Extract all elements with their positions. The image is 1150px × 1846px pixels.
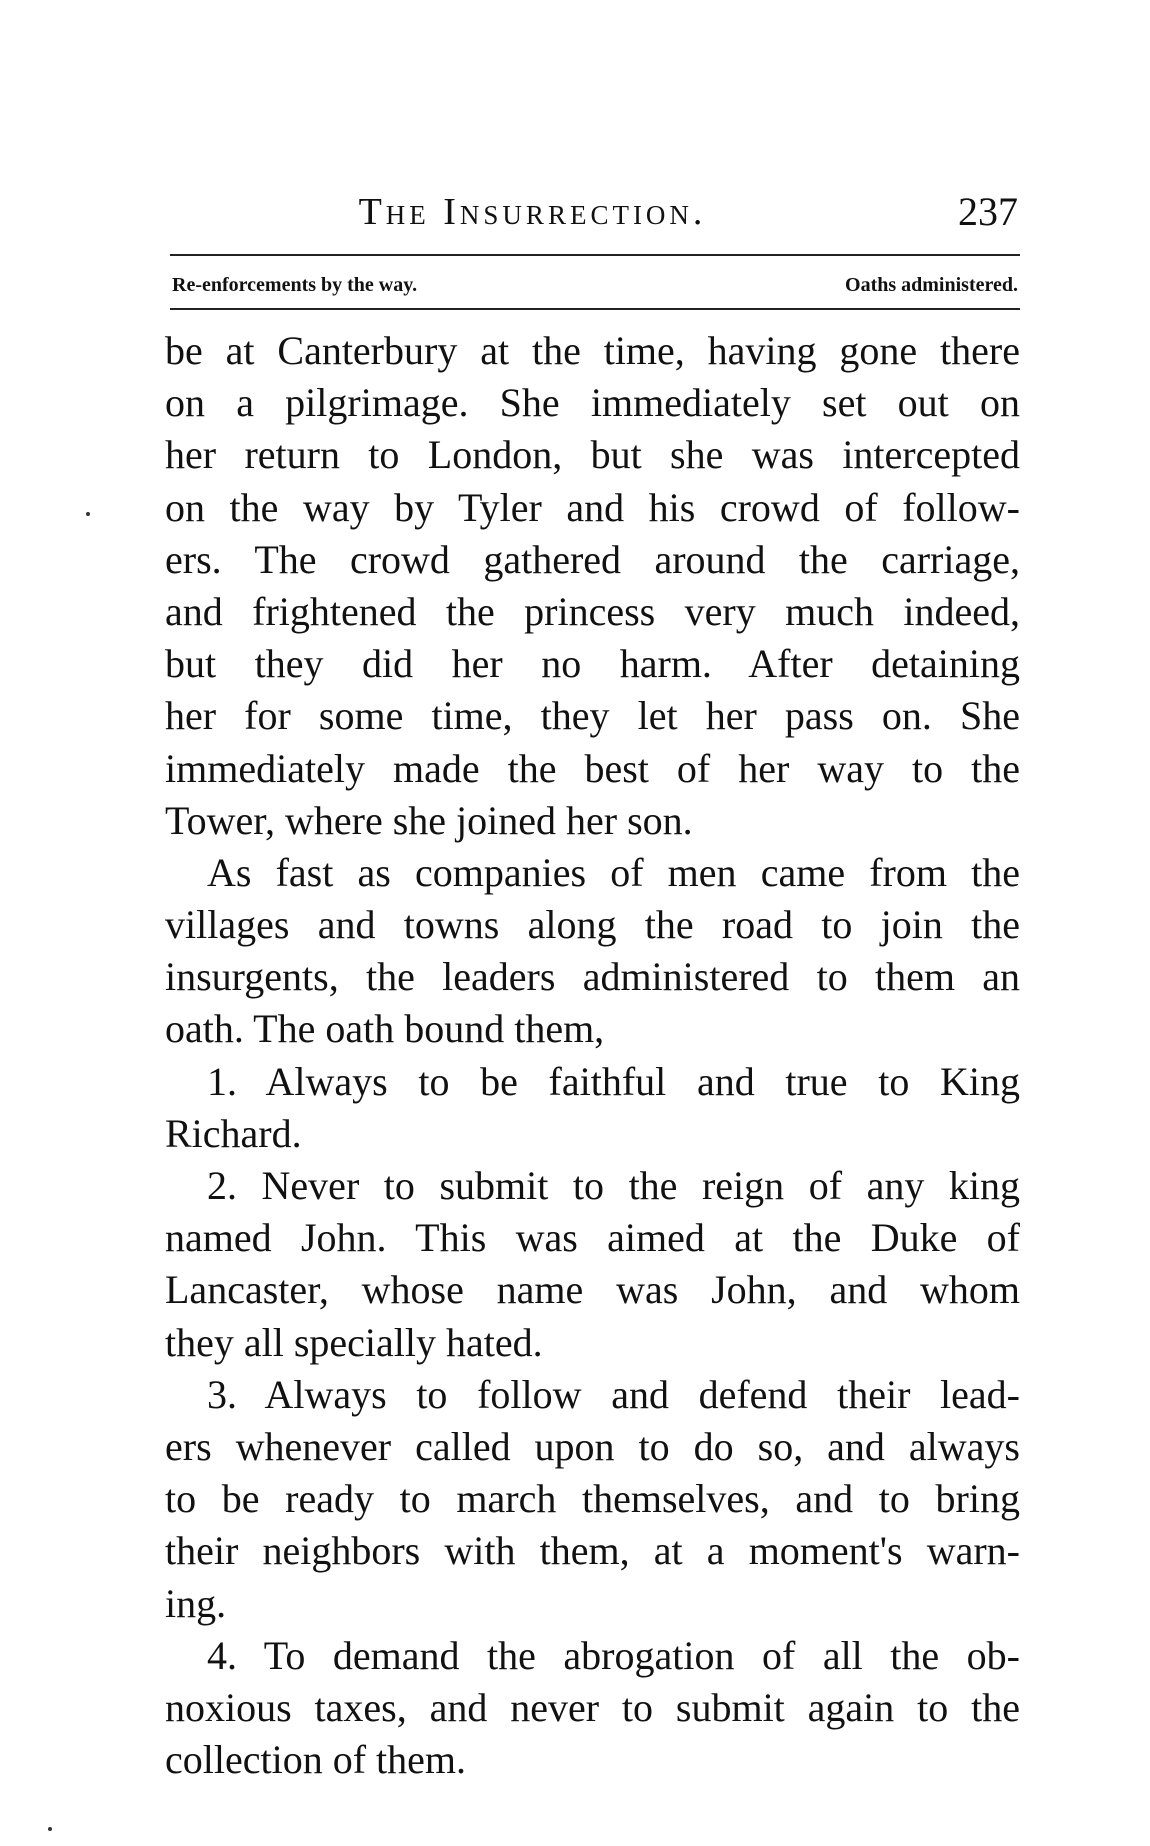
- header-rule-top: [170, 254, 1020, 256]
- text-line: ing.: [165, 1580, 227, 1626]
- print-speck: [86, 512, 90, 516]
- text-line: their neighbors with them, at a moment's warn-: [165, 1528, 1020, 1574]
- text-line: Richard.: [165, 1110, 302, 1156]
- text-line: named John. This was aimed at the Duke of: [165, 1215, 1020, 1261]
- text-line: 1. Always to be faithful and true to King: [207, 1058, 1020, 1104]
- text-line: they all specially hated.: [165, 1319, 543, 1365]
- text-line: her return to London, but she was intercepted: [165, 432, 1020, 478]
- text-line: 4. To demand the abrogation of all the ob-: [207, 1632, 1020, 1678]
- text-line: but they did her no harm. After detaining: [165, 641, 1020, 687]
- text-line: be at Canterbury at the time, having gone there: [165, 328, 1020, 373]
- body-text: [165, 325, 1020, 1786]
- text-line: 3. Always to follow and defend their lead-: [207, 1371, 1020, 1417]
- text-line: oath. The oath bound them,: [165, 1006, 605, 1052]
- text-line: ers whenever called upon to do so, and always: [165, 1423, 1020, 1469]
- chapter-title: The Insurrection.: [358, 191, 707, 233]
- text-line: on a pilgrimage. She immediately set out on: [165, 380, 1020, 426]
- text-line: and frightened the princess very much indeed,: [165, 588, 1020, 634]
- text-line: As fast as companies of men came from the: [207, 849, 1020, 895]
- side-note-left: Re-enforcements by the way.: [172, 274, 418, 296]
- running-head: [165, 190, 1020, 242]
- text-line: villages and towns along the road to join the: [165, 902, 1020, 948]
- text-line: Tower, where she joined her son.: [165, 797, 693, 843]
- text-line: noxious taxes, and never to submit again to the: [165, 1684, 1020, 1730]
- text-line: her for some time, they let her pass on. She: [165, 693, 1020, 739]
- header-rule-bottom: [170, 308, 1020, 310]
- text-line: to be ready to march themselves, and to bring: [165, 1476, 1020, 1522]
- text-line: collection of them.: [165, 1737, 467, 1783]
- text-line: ers. The crowd gathered around the carriage,: [165, 536, 1020, 582]
- text-line: on the way by Tyler and his crowd of follow-: [165, 484, 1020, 530]
- text-line: insurgents, the leaders administered to them an: [165, 954, 1020, 1000]
- print-speck: [48, 1827, 52, 1831]
- text-line: immediately made the best of her way to the: [165, 745, 1020, 791]
- side-note-right: Oaths administered.: [845, 274, 1018, 296]
- text-line: Lancaster, whose name was John, and whom: [165, 1267, 1020, 1313]
- text-line: 2. Never to submit to the reign of any king: [207, 1163, 1020, 1208]
- page-number: 237: [958, 189, 1018, 234]
